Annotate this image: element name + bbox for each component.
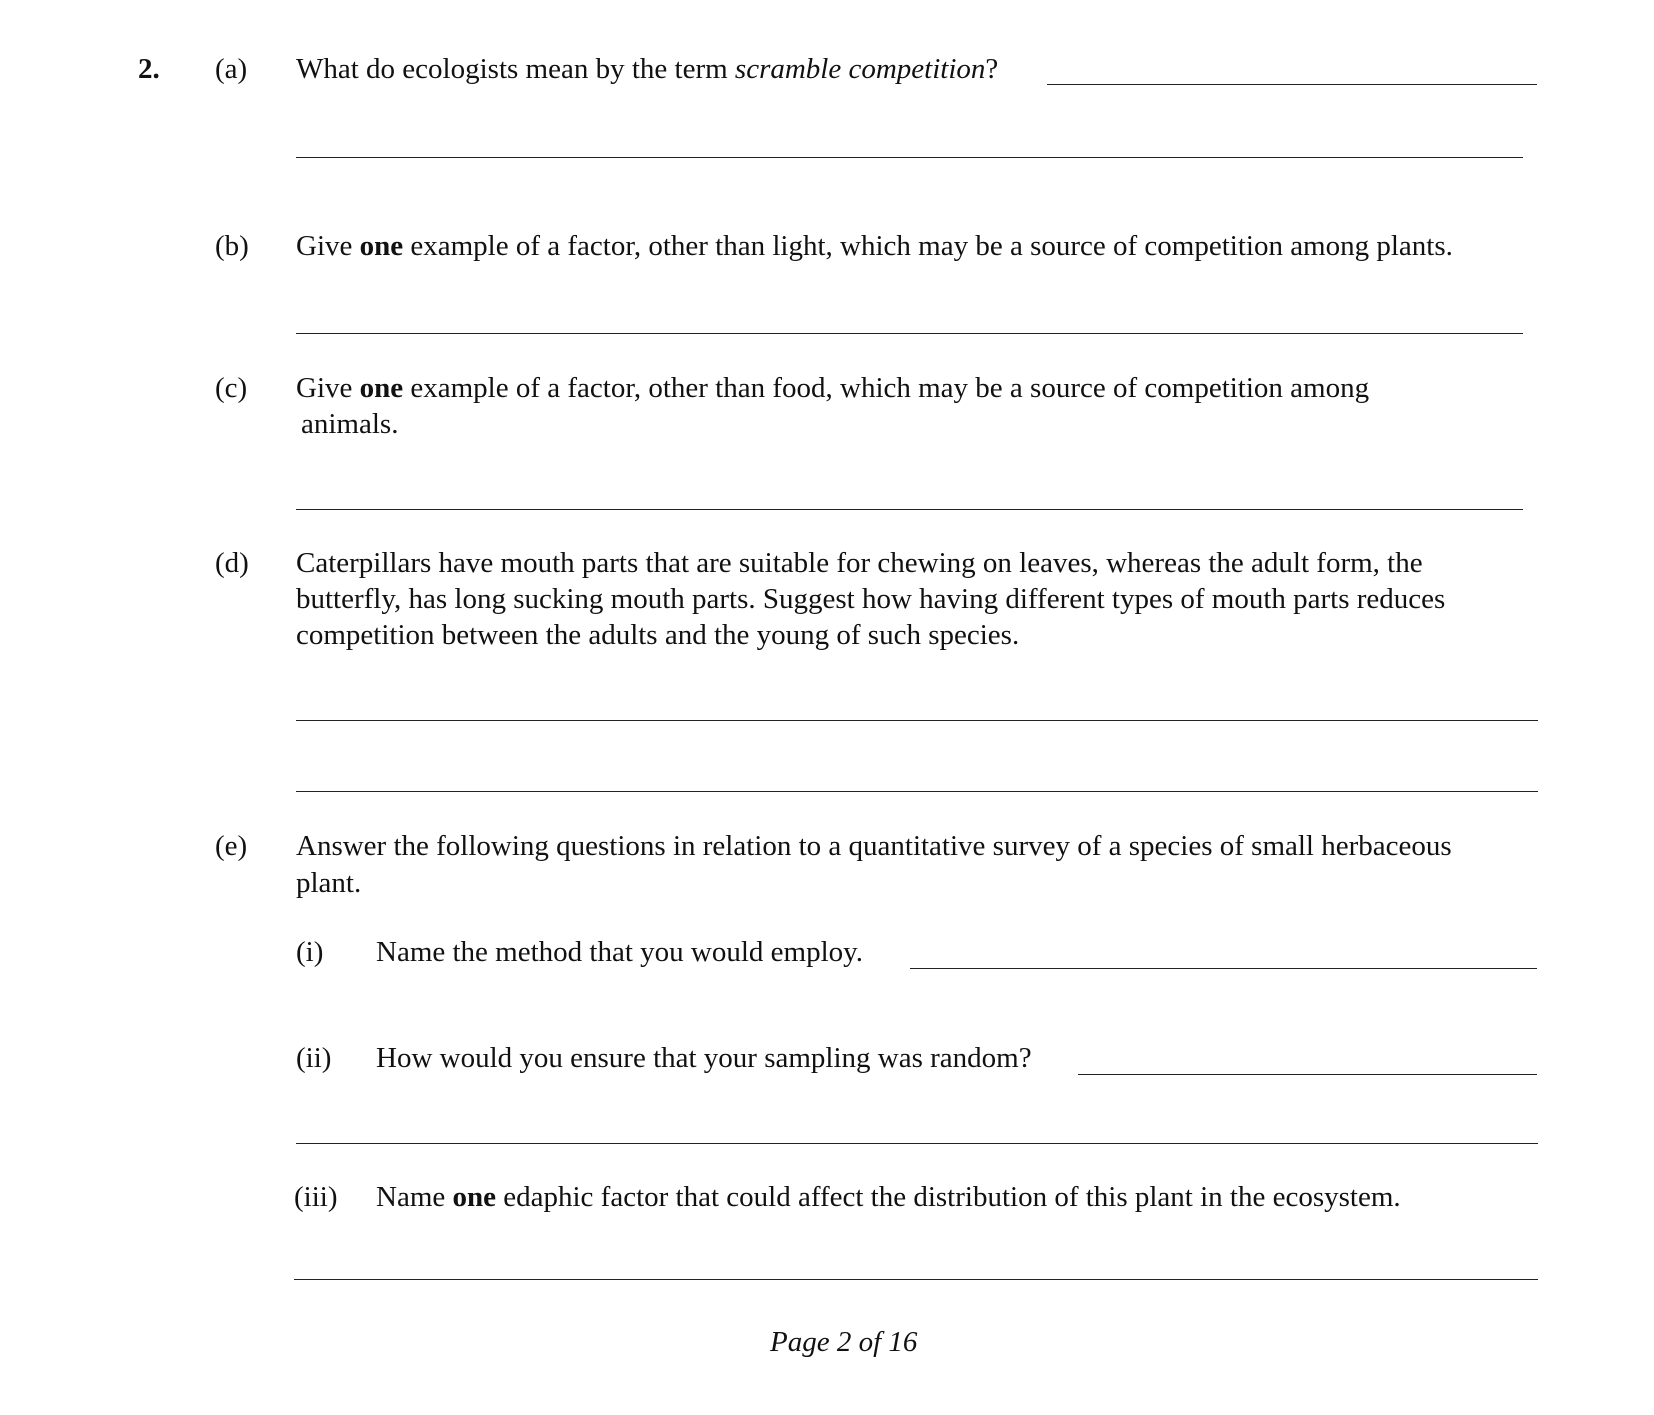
part-e-ii-label: (ii) — [296, 1042, 332, 1074]
answer-line-a-2[interactable] — [296, 157, 1523, 158]
answer-line-e-ii-2[interactable] — [296, 1143, 1538, 1144]
part-e-i-question: Name the method that you would employ. — [376, 936, 863, 968]
part-e-iii-label: (iii) — [294, 1181, 338, 1213]
part-e-label: (e) — [215, 830, 248, 862]
part-c-label: (c) — [215, 372, 248, 404]
part-c-question-line2: animals. — [301, 408, 399, 440]
answer-line-d-1[interactable] — [296, 720, 1538, 721]
page-footer: Page 2 of 16 — [770, 1326, 918, 1358]
part-c-question-line1: Give one example of a factor, other than food, which may be a source of competition among — [296, 372, 1370, 404]
part-d-label: (d) — [215, 547, 249, 579]
answer-line-d-2[interactable] — [296, 791, 1538, 792]
part-a-question: What do ecologists mean by the term scramble competition? — [296, 53, 999, 85]
part-b-label: (b) — [215, 230, 249, 262]
part-a-label: (a) — [215, 53, 248, 85]
part-d-question-line3: competition between the adults and the young of such species. — [296, 619, 1020, 651]
question-number: 2. — [138, 53, 160, 85]
part-e-ii-question: How would you ensure that your sampling was random? — [376, 1042, 1032, 1074]
part-e-question-line1: Answer the following questions in relation to a quantitative survey of a species of small herbaceous — [296, 830, 1452, 862]
answer-line-c[interactable] — [296, 509, 1523, 510]
answer-line-b[interactable] — [296, 333, 1523, 334]
answer-line-e-ii-1[interactable] — [1078, 1074, 1537, 1075]
part-e-question-line2: plant. — [296, 867, 362, 899]
part-b-question: Give one example of a factor, other than light, which may be a source of competition among plants. — [296, 230, 1453, 262]
part-d-question-line2: butterfly, has long sucking mouth parts. Suggest how having different types of mouth parts reduces — [296, 583, 1446, 615]
part-e-iii-question: Name one edaphic factor that could affect the distribution of this plant in the ecosystem. — [376, 1181, 1401, 1213]
part-d-question-line1: Caterpillars have mouth parts that are suitable for chewing on leaves, whereas the adult form, the — [296, 547, 1423, 579]
part-e-i-label: (i) — [296, 936, 324, 968]
answer-line-e-i[interactable] — [910, 968, 1537, 969]
answer-line-a-1[interactable] — [1047, 84, 1537, 85]
answer-line-e-iii[interactable] — [294, 1279, 1538, 1280]
